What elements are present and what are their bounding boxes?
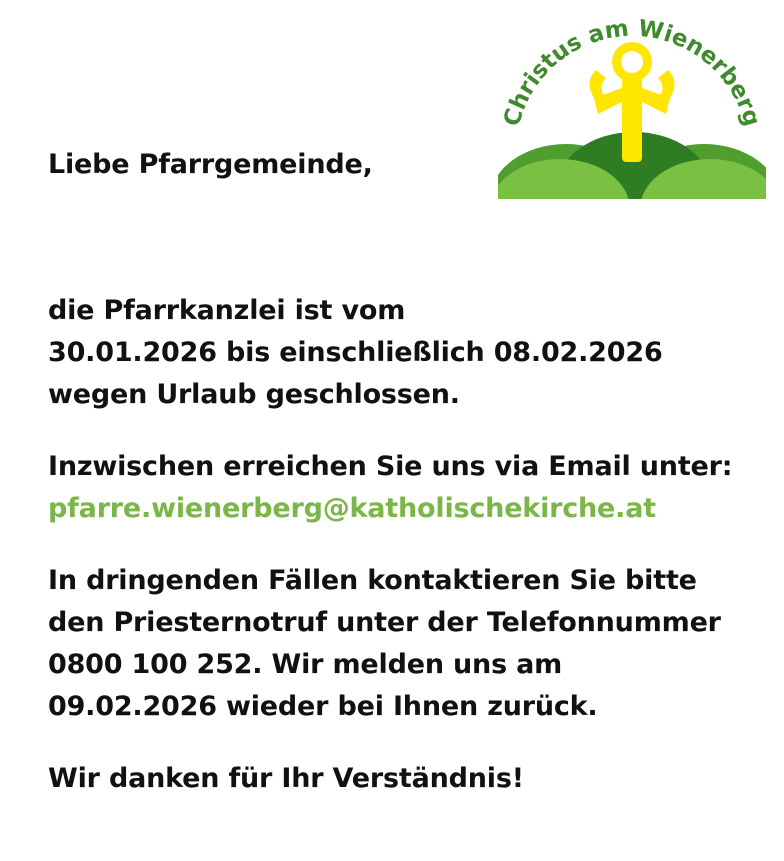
logo-curved-text: Christus am Wienerberg bbox=[499, 15, 765, 130]
thanks-line: Wir danken für Ihr Verständnis! bbox=[48, 763, 524, 794]
paragraph-emergency bbox=[48, 560, 748, 728]
paragraph-thanks bbox=[48, 758, 748, 800]
greeting-line: Liebe Pfarrgemeinde, bbox=[48, 149, 373, 180]
closure-line-2: 30.01.2026 bis einschließlich 08.02.2026 bbox=[48, 337, 663, 368]
emergency-line-1: In dringenden Fällen kontaktieren Sie bitte bbox=[48, 565, 697, 596]
email-address-link[interactable]: pfarre.wienerberg@katholischekirche.at bbox=[48, 493, 656, 524]
emergency-line-2: den Priesternotruf unter der Telefonnummer bbox=[48, 607, 721, 638]
paragraph-email bbox=[48, 446, 748, 530]
closure-line-3: wegen Urlaub geschlossen. bbox=[48, 379, 460, 410]
paragraph-closure bbox=[48, 290, 748, 416]
email-intro-line: Inzwischen erreichen Sie uns via Email unter: bbox=[48, 451, 733, 482]
letter-body bbox=[48, 144, 748, 800]
emergency-line-3: 0800 100 252. Wir melden uns am bbox=[48, 649, 563, 680]
closure-line-1: die Pfarrkanzlei ist vom bbox=[48, 295, 406, 326]
emergency-line-4: 09.02.2026 wieder bei Ihnen zurück. bbox=[48, 691, 598, 722]
